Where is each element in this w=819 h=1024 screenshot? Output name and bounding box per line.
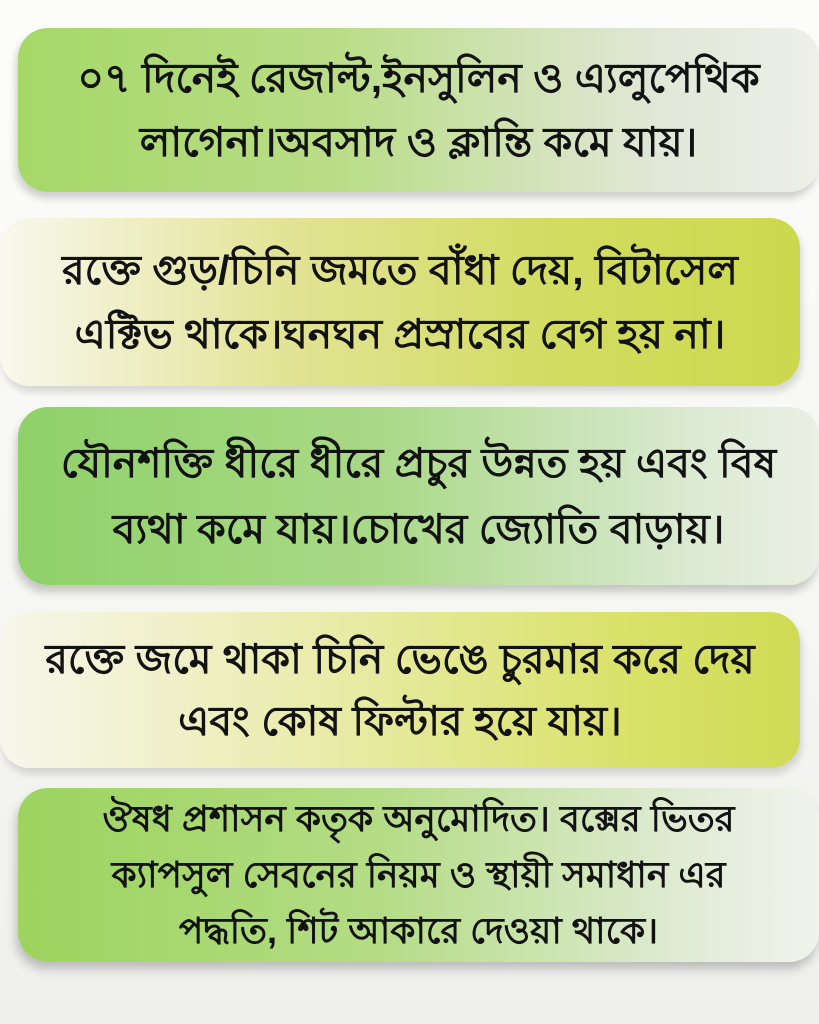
banner-text-line: ঔষধ প্রশাসন কতৃক অনুমোদিত। বক্সের ভিতর	[102, 798, 735, 839]
banner-text-line: ০৭ দিনেই রেজাল্ট,ইনসুলিন ও এ্যলুপেথিক	[77, 55, 760, 101]
banner-text-line: এক্টিভ থাকে।ঘনঘন প্রস্রাবের বেগ হয় না।	[74, 311, 726, 357]
benefit-banner-vitality	[18, 407, 819, 585]
banner-text-line: যৌনশক্তি ধীরে ধীরে প্রচুর উন্নত হয় এবং বিষ	[60, 440, 777, 486]
banner-text-line: ব্যথা কমে যায়।চোখের জ্যোতি বাড়ায়।	[112, 506, 725, 552]
banner-text-line: ক্যাপসুল সেবনের নিয়ম ও স্থায়ী সমাধান এর	[111, 854, 726, 895]
banner-text-line: রক্তে জমে থাকা চিনি ভেঙে চুরমার করে দেয়	[45, 636, 755, 682]
banner-text-line: পদ্ধতি, শিট আকারে দেওয়া থাকে।	[178, 910, 659, 951]
benefit-banner-sugar-breakdown	[0, 612, 800, 768]
banner-text-line: লাগেনা।অবসাদ ও ক্লান্তি কমে যায়।	[139, 119, 698, 165]
benefit-banner-blood-sugar	[0, 218, 800, 386]
banner-text-line: এবং কোষ ফিল্টার হয়ে যায়।	[178, 698, 622, 744]
banner-text-line: রক্তে গুড়/চিনি জমতে বাঁধা দেয়, বিটাসেল	[62, 247, 738, 293]
benefit-banner-results	[18, 28, 819, 192]
benefit-banner-approval	[18, 788, 819, 962]
